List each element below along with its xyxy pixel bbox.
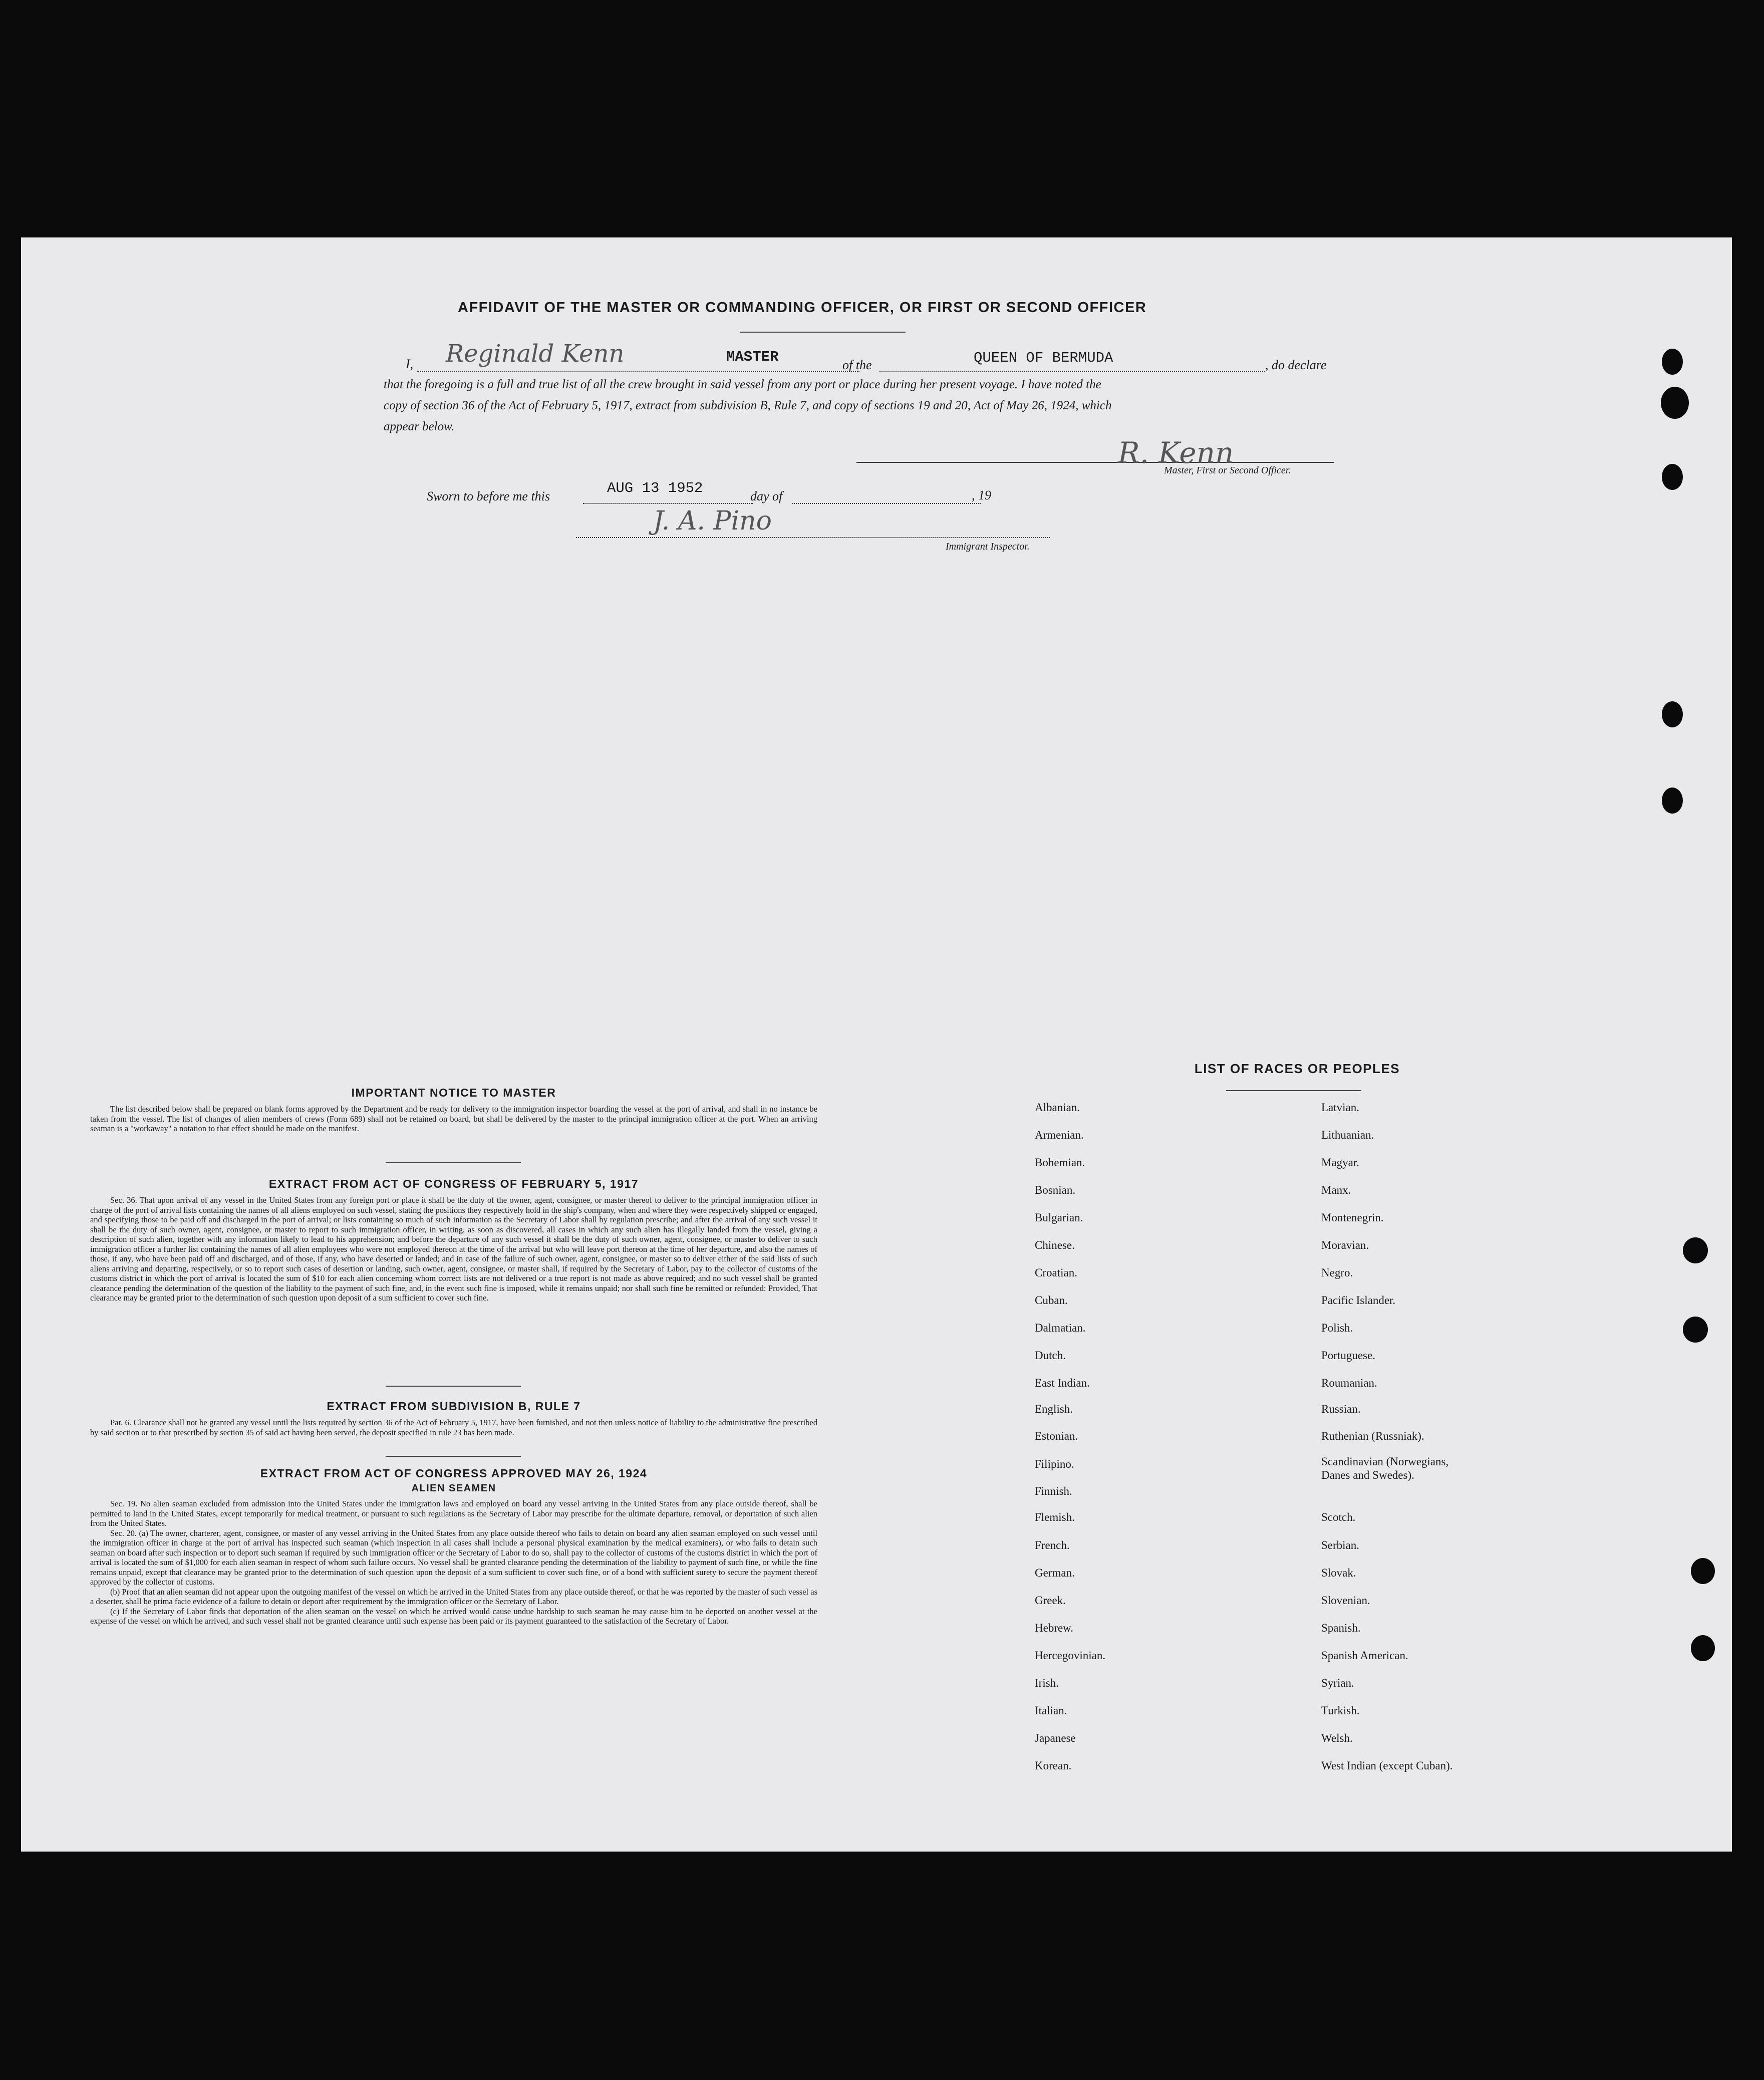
- sec-19-text: Sec. 19. No alien seaman excluded from admission into the United States under the immigration laws and employed on board any vessel arriving in the United States from any place outside thereof, shall be permitted to land in the United States, except temporarily for medical treatment, or pursuant to such regulations as the Secretary of Labor may prescribe for the ultimate departure, removal, or deportation of such alien from the United States.: [90, 1499, 817, 1528]
- race-item: Manx.: [1321, 1184, 1351, 1196]
- race-item: Magyar.: [1321, 1156, 1360, 1169]
- notice-heading: IMPORTANT NOTICE TO MASTER: [351, 1086, 556, 1099]
- punch-hole: [1662, 349, 1683, 375]
- race-item: Serbian.: [1321, 1539, 1360, 1551]
- race-item: Montenegrin.: [1321, 1211, 1384, 1224]
- race-item: Chinese.: [1035, 1239, 1075, 1251]
- race-item: Roumanian.: [1321, 1377, 1377, 1389]
- sworn-date: AUG 13 1952: [607, 480, 703, 496]
- sec-20a-text: Sec. 20. (a) The owner, charterer, agent, consignee, or master of any vessel arriving in the United States from any place outside thereof who fails to detain on board any alien seaman employed on such vessel until the immigration officer in charge at the port of arrival has inspected such seaman (which inspection in all cases shall include a personal physical examination by the medical examiners), or who fails to detain such seaman on board after such inspection or to deport such seaman if required by such immigration officer or the Secretary of Labor to do so, shall pay to the collector of customs of the customs district in which the port of arrival is located the sum of $1,000 for each alien seaman in respect of whom such failure occurs. No vessel shall be granted clearance pending the determination of the liability to payment of such fine, or while the fine remains unpaid, except that clearance may be granted prior to the determination of such question upon the deposit of a sum sufficient to cover such fine, or of a bond with sufficient surety to secure the payment thereof approved by the collector of customs.: [90, 1528, 817, 1587]
- race-item: Ruthenian (Russniak).: [1321, 1430, 1424, 1442]
- race-item: Bohemian.: [1035, 1156, 1085, 1169]
- extract-1924-text: [90, 1499, 817, 1626]
- race-item: Polish.: [1321, 1322, 1353, 1334]
- race-item: Korean.: [1035, 1759, 1072, 1772]
- master-caption: Master, First or Second Officer.: [1164, 465, 1291, 476]
- race-item: Slovak.: [1321, 1567, 1356, 1579]
- punch-hole: [1662, 788, 1683, 814]
- extract-1917-text: Sec. 36. That upon arrival of any vessel in the United States from any foreign port or place it shall be the duty of the owner, agent, consignee, or master thereof to deliver to the principal immigration officer in charge of the port of arrival lists containing the names of all aliens employed on such vessel, stating the positions they respectively hold in the ship's company, when and where they were respectively shipped or engaged, and specifying those to be paid off and discharged in the port of arrival; or lists containing so much of such information as the Secretary of Labor shall by regulation prescribe; and after the arrival of any such vessel it shall be the duty of such owner, agent, consignee, or master to report to such immigration officer, in writing, as soon as discovered, all cases in which any such alien has illegally landed from the vessel, giving a description of such alien, together with any information likely to lead to his apprehension; and before the departure of any such vessel it shall be the duty of such owner, agent, consignee, or master to deliver to such immigration officer a further list containing the names of all alien employees who were not employed thereon at the time of the arrival but who will leave port thereon at the time of her departure, and also the names of those, if any, who have been paid off and discharged, and of those, if any, who have deserted or landed; and in case of the failure of such owner, agent, consignee, or master so to deliver either of the said lists of such aliens arriving and departing, respectively, or so to report such cases of desertion or landing, such owner, agent, consignee, or master shall, if required by the Secretary of Labor, pay to the collector of customs of the customs district in which the port of arrival is located the sum of $10 for each alien concerning whom correct lists are not delivered or a true report is not made as above required; and no such vessel shall be granted clearance pending the determination of the question of the liability to the payment of such fine, and, in the event such fine is imposed, while it remains unpaid; nor shall such fine be remitted or refunded: Provided, That clearance may be granted prior to the determination of such question upon deposit of a sum sufficient to cover such fine.: [90, 1195, 817, 1303]
- affidavit-title: AFFIDAVIT OF THE MASTER OR COMMANDING OFFICER, OR FIRST OR SECOND OFFICER: [458, 300, 1147, 316]
- race-item: Croatian.: [1035, 1266, 1077, 1279]
- extract-1924-heading: EXTRACT FROM ACT OF CONGRESS APPROVED MAY 26, 1924: [260, 1467, 648, 1480]
- race-item: Lithuanian.: [1321, 1129, 1374, 1141]
- race-item: Filipino.: [1035, 1458, 1074, 1470]
- race-item: Welsh.: [1321, 1732, 1353, 1744]
- inspector-signature-line: [576, 537, 1050, 538]
- sec-20b-text: (b) Proof that an alien seaman did not appear upon the outgoing manifest of the vessel on which he arrived in the United States from any place outside thereof, or that he was reported by the master of such vessel as a deserter, shall be prima facie evidence of a failure to detain or deport after requirement by the immigration officer or the Secretary of Labor.: [90, 1587, 817, 1606]
- race-item: East Indian.: [1035, 1377, 1090, 1389]
- race-item: Bulgarian.: [1035, 1211, 1083, 1224]
- notice-text: The list described below shall be prepared on blank forms approved by the Department and be ready for delivery to the immigration inspector boarding the vessel at the port of arrival, and shall in no instance be taken from the vessel. The list of changes of alien members of crews (Form 689) shall not be retained on board, but shall be delivered by the master to the principal immigration officer at the port. When an arriving seaman is a "workaway" a notation to that effect should be made on the manifest.: [90, 1104, 817, 1133]
- punch-hole: [1691, 1635, 1715, 1661]
- month-line: [792, 503, 981, 504]
- race-item: Greek.: [1035, 1594, 1066, 1607]
- punch-hole: [1683, 1237, 1708, 1263]
- affidavit-body-line-2: copy of section 36 of the Act of February 5, 1917, extract from subdivision B, Rule 7, and copy of sections 19 and 20, Act of May 26, 1924, which: [384, 399, 1112, 412]
- race-item: Scandinavian (Norwegians, Danes and Swedes).: [1321, 1455, 1449, 1481]
- master-signature: R. Kenn: [1118, 436, 1234, 470]
- divider: [386, 1456, 521, 1457]
- race-item: Slovenian.: [1321, 1594, 1370, 1607]
- race-item: Flemish.: [1035, 1511, 1075, 1523]
- race-item: Portuguese.: [1321, 1349, 1375, 1362]
- of-the-label: of the: [842, 358, 872, 372]
- year-label: , 19: [972, 488, 991, 502]
- sworn-date-line: [583, 503, 753, 504]
- race-item: French.: [1035, 1539, 1070, 1551]
- race-item: Armenian.: [1035, 1129, 1084, 1141]
- sworn-label: Sworn to before me this: [427, 489, 550, 503]
- race-item: Syrian.: [1321, 1677, 1354, 1689]
- do-declare-label: , do declare: [1265, 358, 1327, 372]
- race-item: Russian.: [1321, 1403, 1361, 1415]
- day-of-label: day of: [750, 489, 783, 503]
- punch-hole: [1691, 1558, 1715, 1584]
- race-item: Finnish.: [1035, 1485, 1072, 1497]
- race-item: Japanese: [1035, 1732, 1076, 1744]
- alien-seamen-subheading: ALIEN SEAMEN: [411, 1483, 496, 1494]
- race-item: Turkish.: [1321, 1704, 1360, 1717]
- race-item: Spanish.: [1321, 1622, 1361, 1634]
- race-item: Bosnian.: [1035, 1184, 1076, 1196]
- vessel-line: [879, 371, 1265, 372]
- race-item: Spanish American.: [1321, 1649, 1408, 1662]
- punch-hole: [1683, 1317, 1708, 1343]
- affidavit-body-line-3: appear below.: [384, 420, 455, 433]
- master-signature-line: [856, 462, 1334, 463]
- divider: [386, 1162, 521, 1163]
- extract-1917-heading: EXTRACT FROM ACT OF CONGRESS OF FEBRUARY 5, 1917: [268, 1177, 639, 1190]
- race-item: Dutch.: [1035, 1349, 1066, 1362]
- race-item: Hebrew.: [1035, 1622, 1074, 1634]
- rank-value: MASTER: [726, 349, 779, 365]
- race-item: English.: [1035, 1403, 1073, 1415]
- punch-hole: [1662, 701, 1683, 727]
- race-item: Dalmatian.: [1035, 1322, 1086, 1334]
- race-item: Italian.: [1035, 1704, 1067, 1717]
- races-heading: LIST OF RACES OR PEOPLES: [1194, 1061, 1400, 1076]
- divider: [1226, 1090, 1361, 1091]
- race-item: Cuban.: [1035, 1294, 1068, 1307]
- affidavit-body-line-1: that the foregoing is a full and true list of all the crew brought in said vessel from any port or place during her present voyage. I have noted the: [384, 378, 1101, 391]
- race-item: Latvian.: [1321, 1101, 1359, 1114]
- divider: [386, 1386, 521, 1387]
- inspector-caption: Immigrant Inspector.: [946, 541, 1030, 552]
- i-label: I,: [406, 357, 414, 371]
- inspector-signature: J. A. Pino: [653, 506, 772, 536]
- race-item: Pacific Islander.: [1321, 1294, 1396, 1307]
- vessel-name: QUEEN OF BERMUDA: [974, 350, 1113, 366]
- race-item: Scotch.: [1321, 1511, 1356, 1523]
- race-item: Irish.: [1035, 1677, 1059, 1689]
- punch-hole: [1662, 464, 1683, 490]
- race-item: Hercegovinian.: [1035, 1649, 1106, 1662]
- document-page: [21, 237, 1732, 1852]
- punch-hole: [1661, 387, 1689, 419]
- race-item: Albanian.: [1035, 1101, 1080, 1114]
- master-name-signature: Reginald Kenn: [446, 340, 625, 368]
- race-item: West Indian (except Cuban).: [1321, 1759, 1453, 1772]
- extract-rule7-text: Par. 6. Clearance shall not be granted any vessel until the lists required by section 36 of the Act of February 5, 1917, have been furnished, and not then unless notice of liability to the administrative fine prescribed by said section or to that prescribed by section 35 of said act having been served, the deposit specified in rule 23 has been made.: [90, 1418, 817, 1437]
- extract-rule7-heading: EXTRACT FROM SUBDIVISION B, RULE 7: [327, 1400, 581, 1413]
- race-item: Estonian.: [1035, 1430, 1078, 1442]
- race-item: Moravian.: [1321, 1239, 1369, 1251]
- divider: [740, 332, 906, 333]
- race-item: Negro.: [1321, 1266, 1353, 1279]
- name-line: [417, 371, 859, 372]
- sec-20c-text: (c) If the Secretary of Labor finds that deportation of the alien seaman on the vessel on which he arrived would cause undue hardship to such seaman he may cause him to be deported on another vessel at the expense of the vessel on which he arrived, and such vessel shall not be granted clearance until such expense has been paid or its payment guaranteed to the satisfaction of the Secretary of Labor.: [90, 1606, 817, 1626]
- race-item: German.: [1035, 1567, 1075, 1579]
